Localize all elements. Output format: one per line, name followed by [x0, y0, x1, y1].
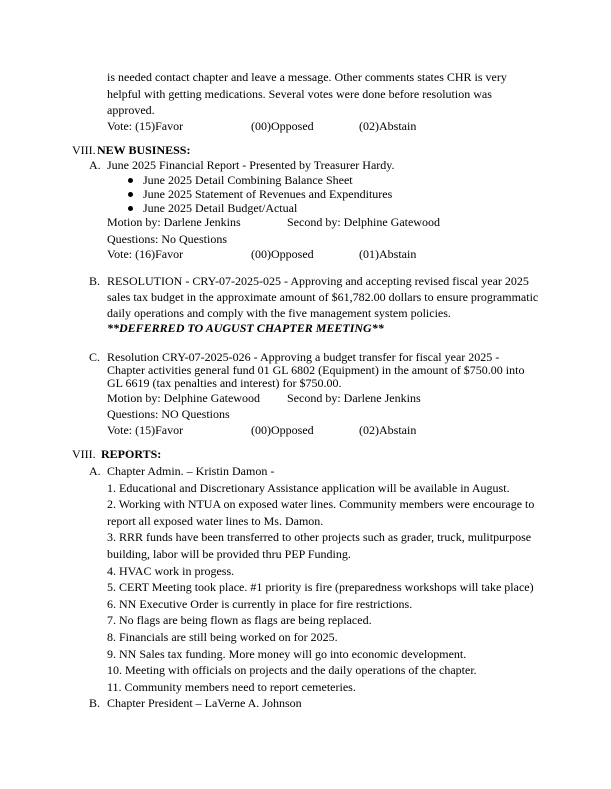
new-business-heading: NEW BUSINESS:: [97, 143, 191, 157]
item-b-letter: B.: [89, 274, 101, 288]
vote-opposed: (00)Opposed: [251, 119, 314, 133]
intro-line: is needed contact chapter and leave a message. Other comments states CHR is very: [107, 70, 507, 84]
reports-a-title: Chapter Admin. – Kristin Damon -: [107, 464, 275, 478]
report-line: report all exposed water lines to Ms. Damon.: [107, 514, 324, 528]
report-line: 2. Working with NTUA on exposed water lines. Community members were encourage to: [107, 497, 535, 511]
report-line: 1. Educational and Discretionary Assistance application will be available in August.: [107, 481, 510, 495]
bullet-icon: [128, 178, 133, 183]
report-line: 10. Meeting with officials on projects and the daily operations of the chapter.: [107, 663, 477, 677]
report-line: 6. NN Executive Order is currently in place for fire restrictions.: [107, 597, 413, 611]
vote-favor: Vote: (16)Favor: [107, 247, 184, 261]
report-line: 9. NN Sales tax funding. More money will go into economic development.: [107, 647, 467, 661]
item-a-questions: Questions: No Questions: [107, 232, 227, 246]
bullet-item: June 2025 Detail Combining Balance Sheet: [143, 173, 353, 187]
item-c-letter: C.: [89, 350, 101, 364]
reports-b-title: Chapter President – LaVerne A. Johnson: [107, 696, 302, 710]
reports-b-letter: B.: [89, 696, 101, 710]
report-line: 3. RRR funds have been transferred to other projects such as grader, truck, mulitpurpose: [107, 530, 532, 544]
report-line: 8. Financials are still being worked on for 2025.: [107, 630, 338, 644]
report-line: 5. CERT Meeting took place. #1 priority is fire (preparedness workshops will take place): [107, 580, 534, 594]
bullet-icon: [128, 192, 133, 197]
vote-abstain: (02)Abstain: [359, 119, 417, 133]
new-business-numeral: VIII.: [72, 143, 96, 157]
item-b-line: sales tax budget in the approximate amount of $61,782.00 dollars to ensure programmatic: [107, 290, 539, 304]
item-b-line: RESOLUTION - CRY-07-2025-025 - Approving and accepting revised fiscal year 2025: [107, 274, 529, 288]
intro-line: approved.: [107, 103, 155, 117]
item-c-line: GL 6619 (tax penalties and interest) for $750.00.: [107, 376, 342, 390]
item-a-second: Second by: Delphine Gatewood: [287, 215, 440, 229]
reports-numeral: VIII.: [72, 447, 96, 461]
reports-a-letter: A.: [89, 464, 101, 478]
item-c-second: Second by: Darlene Jenkins: [287, 391, 421, 405]
bullet-item: June 2025 Detail Budget/Actual: [143, 201, 298, 215]
bullet-icon: [128, 206, 133, 211]
reports-heading: REPORTS:: [101, 447, 162, 461]
report-line: building, labor will be provided thru PEP Funding.: [107, 547, 351, 561]
vote-opposed: (00)Opposed: [251, 423, 314, 437]
vote-favor: Vote: (15)Favor: [107, 423, 184, 437]
vote-favor: Vote: (15)Favor: [107, 119, 184, 133]
item-a-motion: Motion by: Darlene Jenkins: [107, 215, 241, 229]
item-c-line: Resolution CRY-07-2025-026 - Approving a budget transfer for fiscal year 2025 -: [107, 350, 500, 364]
vote-opposed: (00)Opposed: [251, 247, 314, 261]
vote-abstain: (02)Abstain: [359, 423, 417, 437]
report-line: 7. No flags are being flown as flags are being replaced.: [107, 613, 372, 627]
item-c-questions: Questions: NO Questions: [107, 407, 230, 421]
bullet-item: June 2025 Statement of Revenues and Expenditures: [143, 187, 393, 201]
intro-line: helpful with getting medications. Several votes were done before resolution was: [107, 87, 492, 101]
vote-abstain: (01)Abstain: [359, 247, 417, 261]
item-b-deferred-note: **DEFERRED TO AUGUST CHAPTER MEETING**: [107, 321, 384, 335]
report-line: 11. Community members need to report cemeteries.: [107, 680, 356, 694]
report-line: 4. HVAC work in progess.: [107, 564, 235, 578]
item-b-line: daily operations and comply with the five management system policies.: [107, 306, 451, 320]
item-c-motion: Motion by: Delphine Gatewood: [107, 391, 260, 405]
item-a-title: June 2025 Financial Report - Presented by Treasurer Hardy.: [107, 158, 395, 172]
item-a-letter: A.: [89, 158, 101, 172]
item-c-line: Chapter activities general fund 01 GL 6802 (Equipment) in the amount of $750.00 into: [107, 363, 525, 377]
